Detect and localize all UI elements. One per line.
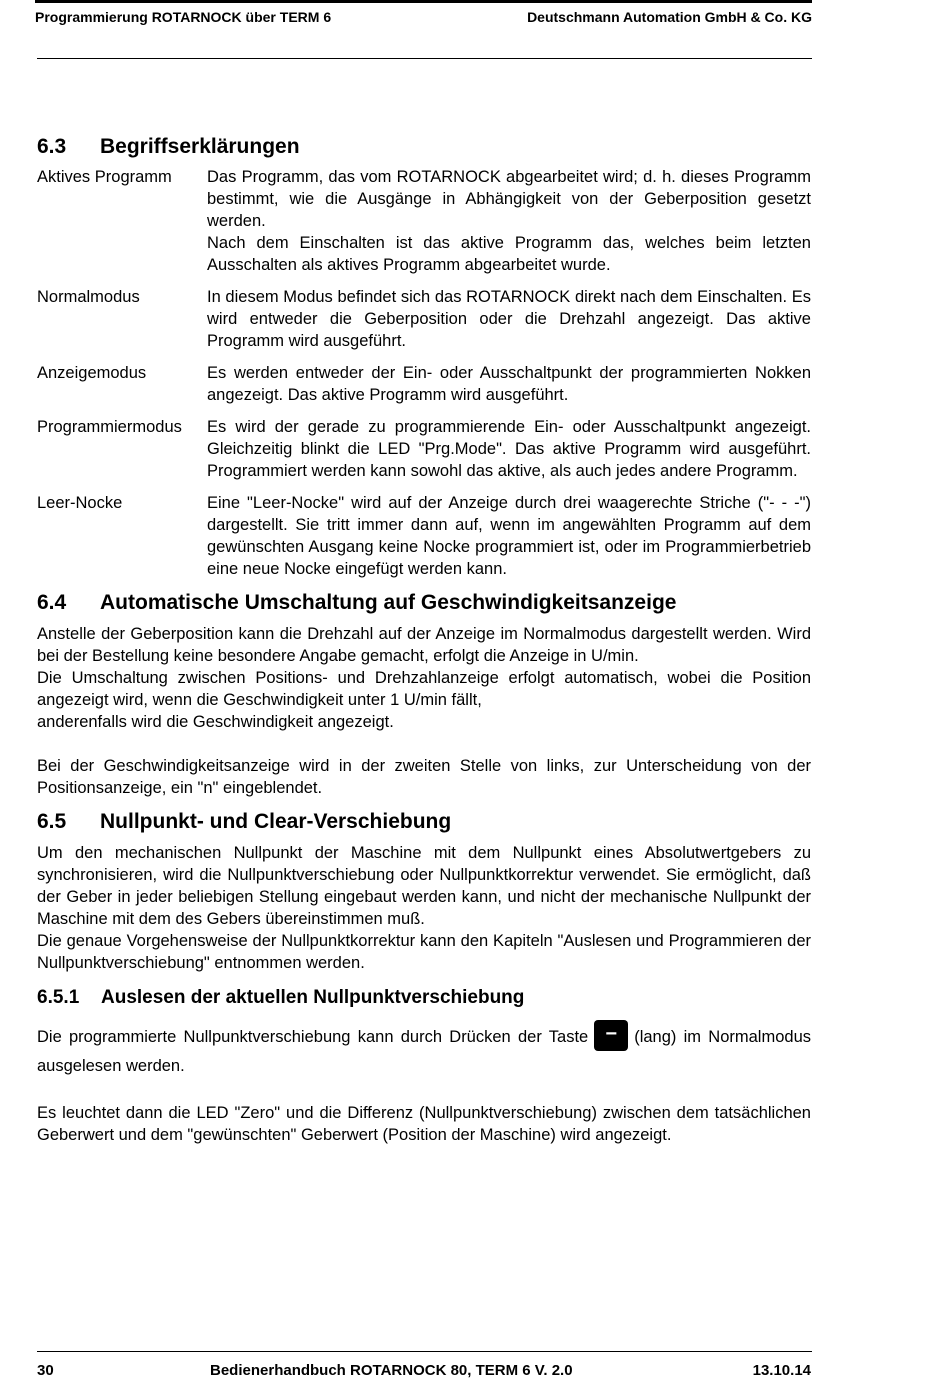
definition-term: Anzeigemodus — [37, 364, 147, 382]
definition-description: Eine "Leer-Nocke" wird auf der Anzeige durch drei waagerechte Striche ("- - -") dargestellt. Sie tritt immer dann auf, wenn im angewählten Programm auf dem gewünschten Ausgang keine Nocke programmiert ist, oder im Programmierbetrieb eine neue Nocke eingefügt werden kann. — [207, 494, 811, 578]
definition-description: Es wird der gerade zu programmierende Ein- oder Ausschaltpunkt angezeigt. Gleichzeitig blinkt die LED "Prg.Mode". Das aktive Programm wird ausgeführt. Programmiert werden kann sowohl das aktive, als auch jedes andere Programm. — [207, 418, 811, 480]
minus-key-icon: − — [594, 1020, 628, 1051]
definition-description — [207, 166, 811, 276]
paragraph: Die genaue Vorgehensweise der Nullpunktkorrektur kann den Kapiteln "Auslesen und Programmieren der Nullpunktverschiebung" entnommen werden. — [37, 932, 811, 972]
definition-description: In diesem Modus befindet sich das ROTARNOCK direkt nach dem Einschalten. Es wird entweder die Geberposition oder die Drehzahl angezeigt. Das aktive Programm wird ausgeführt. — [207, 288, 811, 350]
definition-term: Aktives Programm — [37, 168, 172, 186]
section-6-5-1-heading — [37, 984, 811, 1012]
section-number: 6.5.1 — [37, 987, 80, 1008]
paragraph: Um den mechanischen Nullpunkt der Maschine mit dem Nullpunkt eines Absolutwertgebers zu synchronisieren, wird die Nullpunktverschiebung oder Nullpunktkorrektur verwendet. Sie ermöglicht, daß der Geber in jeder beliebigen Stellung eingebaut werden kann, und nicht der mechanische Nullpunkt der Maschine mit dem des Gebers übereinstimmen muß. — [37, 844, 811, 928]
section-6-3-heading — [37, 132, 811, 162]
section-title: Automatische Umschaltung auf Geschwindigkeitsanzeige — [100, 591, 677, 614]
definition-anzeigemodus — [37, 362, 811, 406]
page-number: 30 — [37, 1362, 54, 1379]
definition-term: Normalmodus — [37, 288, 140, 306]
footer-date: 13.10.14 — [752, 1362, 811, 1379]
section-number: 6.4 — [37, 591, 67, 614]
definition-text: Das Programm, das vom ROTARNOCK abgearbeitet wird; d. h. dieses Programm bestimmt, wie die Ausgänge in Abhängigkeit von der Geberposition gesetzt werden. — [207, 168, 811, 230]
definition-leer-nocke — [37, 492, 811, 580]
page-content — [37, 132, 811, 1146]
section-title: Nullpunkt- und Clear-Verschiebung — [100, 810, 452, 833]
paragraph: Bei der Geschwindigkeitsanzeige wird in der zweiten Stelle von links, zur Unterscheidung von der Positionsanzeige, ein "n" eingeblendet. — [37, 757, 811, 797]
section-6-5-heading — [37, 807, 811, 837]
definition-description: Es werden entweder der Ein- oder Ausschaltpunkt der programmierten Nokken angezeigt. Das aktive Programm wird ausgeführt. — [207, 364, 811, 404]
section-title: Begriffserklärungen — [100, 135, 300, 158]
definition-programmiermodus — [37, 416, 811, 482]
paragraph: Es leuchtet dann die LED "Zero" und die Differenz (Nullpunktverschiebung) zwischen dem tatsächlichen Geberwert und dem "gewünschten" Geberwert (Position der Maschine) wird angezeigt. — [37, 1104, 811, 1144]
section-number: 6.5 — [37, 810, 67, 833]
definition-term: Leer-Nocke — [37, 494, 123, 512]
section-title: Auslesen der aktuellen Nullpunktverschiebung — [101, 987, 525, 1008]
header-company: Deutschmann Automation GmbH & Co. KG — [527, 9, 812, 25]
section-number: 6.3 — [37, 135, 67, 158]
definition-normalmodus — [37, 286, 811, 352]
header-rule — [37, 58, 812, 59]
paragraph-text: (lang) im Normalmodus ausgelesen werden. — [37, 1027, 811, 1075]
header-top-bar — [35, 0, 812, 3]
definition-term: Programmiermodus — [37, 418, 182, 436]
definition-text: Nach dem Einschalten ist das aktive Programm das, welches beim letzten Ausschalten als aktives Programm abgearbeitet wurde. — [207, 234, 811, 274]
paragraph-text: Die programmierte Nullpunktverschiebung kann durch Drücken der Taste — [37, 1027, 589, 1046]
paragraph: Die Umschaltung zwischen Positions- und Drehzahlanzeige erfolgt automatisch, wobei die Position angezeigt wird, wenn die Geschwindigkeit unter 1 U/min fällt, — [37, 669, 811, 709]
definition-aktives-programm — [37, 166, 811, 276]
paragraph: anderenfalls wird die Geschwindigkeit angezeigt. — [37, 713, 394, 731]
header-left-title: Programmierung ROTARNOCK über TERM 6 — [35, 9, 332, 25]
paragraph-with-key — [37, 1022, 811, 1080]
footer-rule — [37, 1351, 812, 1352]
footer-document-title: Bedienerhandbuch ROTARNOCK 80, TERM 6 V. 2.0 — [210, 1362, 573, 1379]
section-6-4-heading — [37, 588, 811, 618]
paragraph: Anstelle der Geberposition kann die Drehzahl auf der Anzeige im Normalmodus dargestellt werden. Wird bei der Bestellung keine besondere Angabe gemacht, erfolgt die Anzeige in U/min. — [37, 625, 811, 665]
